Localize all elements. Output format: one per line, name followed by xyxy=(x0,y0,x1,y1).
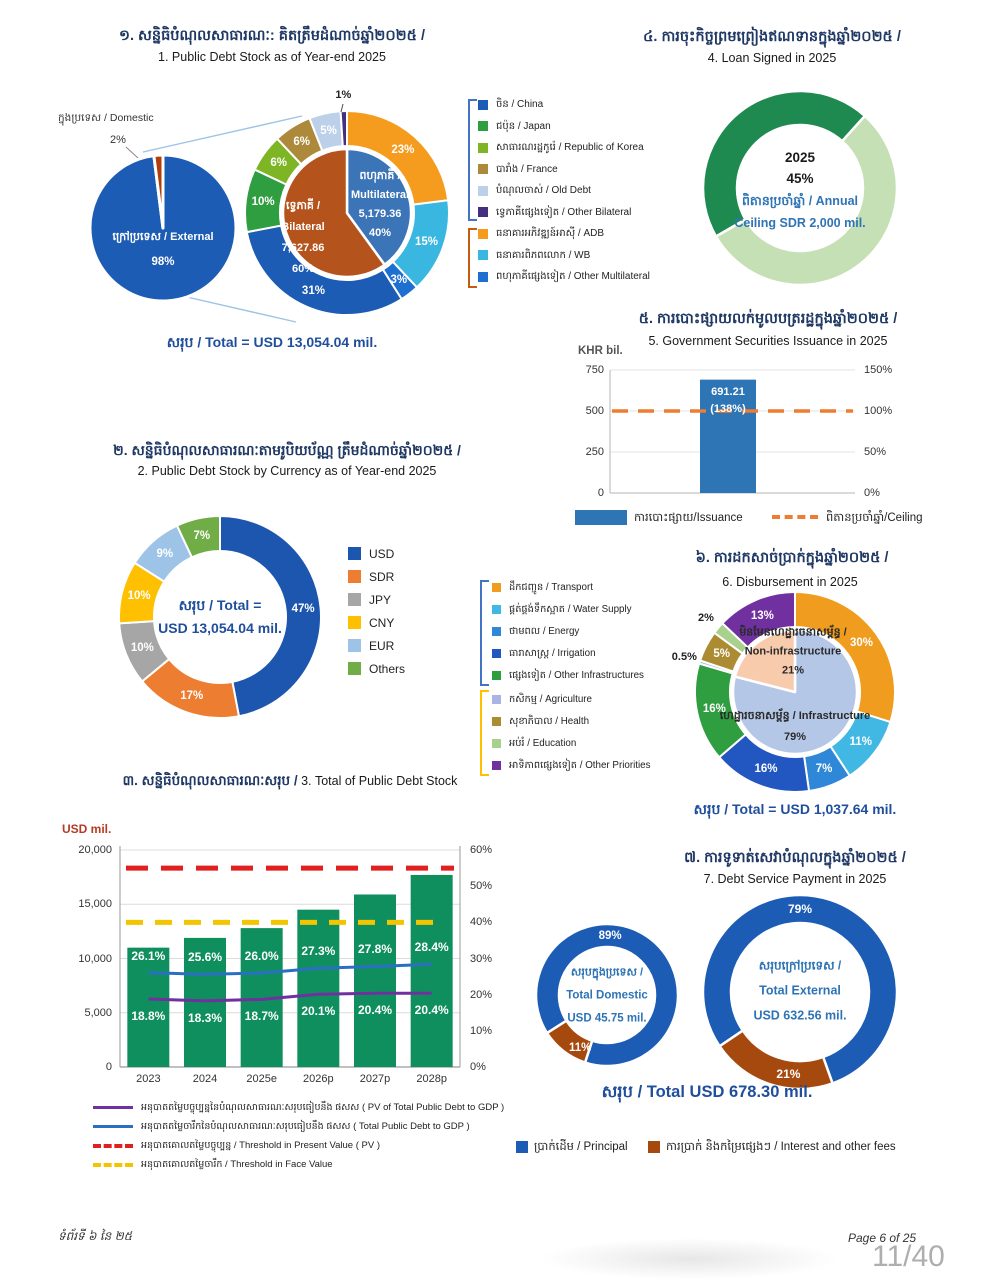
legend-label: ថាមពល / Energy xyxy=(509,625,580,637)
face-value-pct-label: 26.0% xyxy=(244,948,279,963)
legend-swatch xyxy=(492,627,501,636)
chart5-y-tick: 500 xyxy=(585,405,604,417)
legend-item xyxy=(492,732,651,754)
legend-item xyxy=(478,202,650,224)
multilateral-line: ពហុភាគី / xyxy=(359,170,401,182)
legend-swatch xyxy=(348,639,361,652)
legend-label: អនុបាតតម្លៃចារឹកនៃបំណុលសាធារណៈសរុបធៀបនឹង ផសស ( Total Public Debt to GDP ) xyxy=(141,1120,470,1132)
legend-item xyxy=(348,588,405,611)
other-bilateral-label: 1% xyxy=(335,89,352,102)
chart1-domestic-label: ក្នុងប្រទេស / Domestic xyxy=(58,112,154,124)
other-multilateral-label: 3% xyxy=(390,273,408,286)
legend-item xyxy=(348,542,405,565)
chart3-x-tick: 2024 xyxy=(192,1073,218,1085)
face-value-pct-label: 27.3% xyxy=(301,944,336,959)
face-value-pct-label: 25.6% xyxy=(187,950,223,965)
chart5-pct-tick: 100% xyxy=(864,405,893,417)
legend-label: ធារាសាស្ត្រ / Irrigation xyxy=(509,647,596,659)
legend-swatch xyxy=(348,616,361,629)
bilateral-line: ទ្វេភាគី / xyxy=(285,200,321,212)
chart7-total: សរុប / Total USD 678.30 mil. xyxy=(601,1083,813,1101)
ceiling-legend-label: ពិតានប្រចាំឆ្នាំ/Ceiling xyxy=(826,512,923,524)
legend-label: អនុបាតគោលតម្លៃចារឹក / Threshold in Face Value xyxy=(141,1158,333,1170)
chart5-y-tick: 0 xyxy=(597,487,604,499)
legend-swatch xyxy=(348,593,361,606)
legend-item xyxy=(492,598,644,620)
wb-label: 15% xyxy=(414,235,439,248)
legend-item xyxy=(492,664,644,686)
chart1-title-english: 1. Public Debt Stock as of Year-end 2025 xyxy=(158,50,386,64)
france-label: 6% xyxy=(293,135,311,148)
chart2-title-khmer: ២. សន្និធិបំណុលសាធារណៈតាមរូបិយប័ណ្ណ ត្រឹមដំណាច់ឆ្នាំ២០២៥ / xyxy=(113,442,461,458)
legend-swatch xyxy=(93,1106,133,1109)
interest-fees-label: 21% xyxy=(776,1067,801,1082)
chart3-pct-tick: 20% xyxy=(470,988,493,1001)
chart5-y-tick: 750 xyxy=(585,364,604,376)
legend-item xyxy=(93,1098,504,1117)
interest-legend-swatch xyxy=(648,1141,660,1153)
korea-label: 6% xyxy=(270,157,287,170)
legend-label: បំណុលចាស់ / Old Debt xyxy=(496,185,591,197)
legend-item xyxy=(478,266,650,288)
legend-label: សុខាភិបាល / Health xyxy=(509,715,590,727)
legend-swatch xyxy=(93,1163,133,1167)
chart2-total-line1: សរុប / Total = xyxy=(178,597,262,613)
chart6-title-khmer: ៦. ការដកសាច់ប្រាក់ក្នុងឆ្នាំ២០២៥ / xyxy=(695,550,889,566)
bilateral-line: 7,627.86 xyxy=(281,242,325,254)
legend-item xyxy=(492,576,644,598)
legend-swatch xyxy=(93,1144,133,1148)
others-label: 7% xyxy=(193,529,211,542)
external-center-line: Total External xyxy=(759,983,841,998)
pv-pct-label: 20.4% xyxy=(357,1003,393,1018)
chart3-title xyxy=(123,772,458,792)
chart1-external-label: ក្រៅប្រទេស / External xyxy=(112,231,214,243)
chart5-y-axis-unit: KHR bil. xyxy=(578,345,623,357)
chart3-x-tick: 2026p xyxy=(303,1073,334,1085)
interest-fees-label: 11% xyxy=(569,1041,592,1054)
pv-pct-label: 18.3% xyxy=(187,1010,223,1025)
water-supply-label: 11% xyxy=(849,735,872,748)
multilateral-line: Multilateral xyxy=(350,189,410,201)
chart3-pct-tick: 60% xyxy=(470,844,493,856)
principal-label: 89% xyxy=(598,930,622,943)
legend-swatch xyxy=(478,143,488,153)
chart1-legend xyxy=(478,94,650,288)
legend-item xyxy=(478,159,650,181)
chart3-pct-tick: 50% xyxy=(470,880,493,893)
chart5-pct-tick: 0% xyxy=(864,487,880,499)
legend-item xyxy=(492,620,644,642)
chart3-y-tick: 10,000 xyxy=(78,952,112,965)
chart3-x-tick: 2027p xyxy=(359,1073,391,1085)
legend-label: JPY xyxy=(369,592,392,607)
legend-item xyxy=(492,688,651,710)
chart4-center-text xyxy=(734,147,865,233)
non-infrastructure-group-bracket xyxy=(480,690,489,776)
external-center-line: សរុបក្រៅប្រទេស / xyxy=(758,958,842,973)
chart4-annual-line: ពិតានប្រចាំឆ្នាំ / Annual xyxy=(741,194,859,208)
energy-label: 7% xyxy=(815,763,833,776)
legend-swatch xyxy=(478,250,488,260)
legend-item xyxy=(93,1117,504,1136)
legend-label: អនុបាតគោលតម្លៃបច្ចុប្បន្ន / Threshold in Present Value ( PV ) xyxy=(141,1139,380,1151)
cny-label: 10% xyxy=(127,590,151,603)
legend-swatch xyxy=(478,164,488,174)
adb-label: 23% xyxy=(391,143,415,156)
infra-line: ហេដ្ឋារចនាសម្ព័ន្ធ / Infrastructure xyxy=(719,710,871,722)
non-infra-line: Non-infrastructure xyxy=(744,645,842,658)
infrastructure-group-bracket xyxy=(480,580,489,686)
chart3-y-axis-unit: USD mil. xyxy=(62,822,112,836)
chart6-title-english: 6. Disbursement in 2025 xyxy=(722,575,858,589)
other-infrastructures-label: 16% xyxy=(702,703,726,716)
legend-item xyxy=(492,710,651,732)
bilateral-line: 60% xyxy=(291,263,315,275)
health-label: 5% xyxy=(713,648,730,661)
principal-legend-swatch xyxy=(516,1141,528,1153)
legend-label: ដឹកជញ្ជូន / Transport xyxy=(509,581,593,593)
chart4-title-english: 4. Loan Signed in 2025 xyxy=(707,51,837,65)
chart4-pct: 45% xyxy=(786,171,814,186)
japan-label: 10% xyxy=(251,196,275,209)
chart5-title-khmer: ៥. ការបោះផ្សាយលក់មូលបត្ររដ្ឋក្នុងឆ្នាំ២០២៥ / xyxy=(638,311,898,327)
old-debt-label: 5% xyxy=(320,124,337,137)
legend-swatch xyxy=(348,547,361,560)
legend-item xyxy=(478,223,650,245)
legend-label: Others xyxy=(369,661,406,676)
chart5-pct-tick: 150% xyxy=(864,364,893,376)
legend-label: ចិន / China xyxy=(496,99,544,111)
legend-label: ទ្វេភាគីផ្សេងទៀត / Other Bilateral xyxy=(496,206,632,218)
legend-item xyxy=(492,642,644,664)
legend-swatch xyxy=(492,583,501,592)
legend-swatch xyxy=(492,761,501,770)
legend-swatch xyxy=(492,605,501,614)
domestic-center-line: Total Domestic xyxy=(566,989,648,1002)
legend-swatch xyxy=(492,739,501,748)
legend-label: ផ្គត់ផ្គង់ទឹកស្អាត / Water Supply xyxy=(509,603,632,615)
legend-label: អាទិភាពផ្សេងទៀត / Other Priorities xyxy=(509,759,651,771)
agriculture-label: 0.5% xyxy=(671,651,697,664)
chart7-external-center xyxy=(753,954,846,1029)
chart5-pct-tick: 50% xyxy=(864,446,887,458)
multilateral-line: 40% xyxy=(368,227,392,239)
chart6-infra-text xyxy=(720,706,871,748)
chart7-title-english: 7. Debt Service Payment in 2025 xyxy=(703,872,887,886)
legend-swatch xyxy=(492,695,501,704)
chart7-domestic-center xyxy=(566,962,648,1031)
chart3-x-tick: 2028p xyxy=(416,1073,447,1085)
principal-label: 79% xyxy=(787,902,813,916)
legend-swatch xyxy=(478,121,488,131)
external-center-line: USD 632.56 mil. xyxy=(753,1008,847,1023)
bilateral-line: Bilateral xyxy=(281,221,325,233)
chart1-domestic-pct: 2% xyxy=(110,134,126,146)
legend-label: អនុបាតតម្លៃបច្ចុប្បន្ននៃបំណុលសាធារណៈសរុបធៀបនឹង ផសស ( PV of Total Public Debt to GDP ) xyxy=(141,1101,505,1113)
transport-label: 30% xyxy=(850,637,874,650)
chart6-total: សរុប / Total = USD 1,037.64 mil. xyxy=(693,801,897,817)
pv-pct-label: 18.8% xyxy=(131,1009,166,1023)
chart3-y-tick: 20,000 xyxy=(78,844,112,856)
chart1-external-pct: 98% xyxy=(151,256,175,268)
chart2-title-english: 2. Public Debt Stock by Currency as of Year-end 2025 xyxy=(137,464,437,478)
jpy-label: 10% xyxy=(130,641,154,654)
irrigation-label: 16% xyxy=(754,763,778,776)
chart6-legend-infrastructure xyxy=(492,576,644,686)
chart1-bilateral-text xyxy=(281,196,324,280)
eur-label: 9% xyxy=(156,548,174,561)
legend-swatch xyxy=(478,100,488,110)
bilateral-group-bracket xyxy=(468,99,477,221)
legend-swatch xyxy=(492,717,501,726)
infra-line: 79% xyxy=(783,731,807,743)
pv-pct-label: 18.7% xyxy=(244,1009,279,1024)
chart6-legend-non-infrastructure xyxy=(492,688,651,776)
chart1-total: សរុប / Total = USD 13,054.04 mil. xyxy=(166,334,378,350)
issuance-legend-label: ការបោះផ្សាយ/Issuance xyxy=(634,512,743,524)
ceiling-legend-swatch xyxy=(772,515,818,519)
legend-label: សាធារណរដ្ឋកូរ៉េ / Republic of Korea xyxy=(496,142,644,154)
education-label: 2% xyxy=(697,611,714,624)
chart1-multilateral-text xyxy=(351,167,409,243)
legend-swatch xyxy=(492,671,501,680)
face-value-pct-label: 27.8% xyxy=(357,942,393,957)
legend-item xyxy=(478,94,650,116)
legend-item xyxy=(478,180,650,202)
legend-item xyxy=(478,245,650,267)
multilateral-line: 5,179.36 xyxy=(358,208,402,220)
legend-label: USD xyxy=(369,546,395,561)
chart2-total-line2: USD 13,054.04 mil. xyxy=(158,620,282,636)
legend-item xyxy=(492,754,651,776)
chart3-pct-tick: 0% xyxy=(470,1061,486,1073)
chart5-title-english: 5. Government Securities Issuance in 2025 xyxy=(648,334,888,348)
legend-label: អប់រំ / Education xyxy=(509,737,577,749)
footer-page-number-khmer: ទំព័រទី ៦ នៃ ២៥ xyxy=(58,1229,133,1243)
china-label: 31% xyxy=(301,284,325,297)
legend-label: EUR xyxy=(369,638,395,653)
legend-label: ផ្សេងទៀត / Other Infrastructures xyxy=(509,669,644,681)
chart7-title-khmer: ៧. ការទូទាត់សេវាបំណុលក្នុងឆ្នាំ២០២៥ / xyxy=(684,850,906,866)
usd-label: 47% xyxy=(291,603,315,616)
chart3-y-tick: 5,000 xyxy=(84,1006,112,1019)
legend-item xyxy=(93,1136,504,1155)
interest-legend-label: ការប្រាក់ និងកម្រៃផ្សេងៗ / Interest and other fees xyxy=(666,1141,896,1153)
chart3-title-khmer: ៣. សន្និធិបំណុលសាធារណៈសរុប / xyxy=(122,773,298,788)
chart3-y-tick: 0 xyxy=(105,1061,112,1073)
legend-swatch xyxy=(478,229,488,239)
chart6-non-infra-text xyxy=(739,624,846,681)
chart3-pct-tick: 40% xyxy=(470,916,493,929)
legend-label: ពហុភាគីផ្សេងទៀត / Other Multilateral xyxy=(496,271,650,283)
non-infra-line: មិនមែនហេដ្ឋារចនាសម្ព័ន្ធ / xyxy=(739,626,847,639)
chart5-bar-value: 691.21 xyxy=(711,386,745,398)
legend-label: CNY xyxy=(369,615,395,630)
legend-swatch xyxy=(492,649,501,658)
face-value-pct-label: 26.1% xyxy=(131,948,166,963)
domestic-center-line: USD 45.75 mil. xyxy=(567,1012,647,1025)
domestic-center-line: សរុបក្នុងប្រទេស / xyxy=(570,966,644,979)
chart2-center-text xyxy=(158,594,282,640)
pv-pct-label: 20.1% xyxy=(301,1004,336,1019)
footer-page-number: Page 6 of 25 xyxy=(848,1231,917,1245)
chart4-title-khmer: ៤. ការចុះកិច្ចព្រមព្រៀងឥណទានក្នុងឆ្នាំ២០២៥ / xyxy=(643,29,901,45)
chart3-y-tick: 15,000 xyxy=(78,898,112,911)
legend-swatch xyxy=(93,1125,133,1128)
multilateral-group-bracket xyxy=(468,228,477,288)
chart3-title-english: 3. Total of Public Debt Stock xyxy=(297,774,458,788)
legend-item xyxy=(348,657,405,680)
legend-swatch xyxy=(478,207,488,217)
legend-swatch xyxy=(478,186,488,196)
legend-swatch xyxy=(348,662,361,675)
chart5-y-tick: 250 xyxy=(585,446,604,458)
chart5-bar-pct: (138%) xyxy=(710,403,746,415)
other-priorities-label: 13% xyxy=(750,610,774,623)
legend-label: កសិកម្ម / Agriculture xyxy=(509,693,592,705)
chart1-title-khmer: ១. សន្និធិបំណុលសាធារណៈ: គិតត្រឹមដំណាច់ឆ្នាំ២០២៥ / xyxy=(119,28,425,44)
non-infra-line: 21% xyxy=(781,664,805,677)
legend-label: ជប៉ុន / Japan xyxy=(496,120,551,132)
legend-item xyxy=(348,634,405,657)
pv-pct-label: 20.4% xyxy=(414,1003,449,1018)
legend-item xyxy=(348,611,405,634)
legend-swatch xyxy=(478,272,488,282)
viewer-overlay-shadow xyxy=(540,1238,840,1280)
legend-label: ធនាគារពិភពលោក / WB xyxy=(496,249,591,261)
legend-item xyxy=(348,565,405,588)
legend-item xyxy=(478,116,650,138)
legend-swatch xyxy=(348,570,361,583)
chart3-x-tick: 2023 xyxy=(136,1073,161,1085)
issuance-legend-swatch xyxy=(575,510,627,525)
chart3-pct-tick: 10% xyxy=(470,1024,493,1037)
chart3-x-tick: 2025e xyxy=(246,1073,277,1085)
legend-label: បារាំង / France xyxy=(496,163,558,175)
legend-label: SDR xyxy=(369,569,395,584)
sdr-label: 17% xyxy=(180,689,204,702)
legend-item xyxy=(478,137,650,159)
chart4-ceiling-line: Ceiling SDR 2,000 mil. xyxy=(734,216,866,230)
chart3-legend xyxy=(93,1098,504,1174)
legend-item xyxy=(93,1155,504,1174)
chart2-legend xyxy=(348,542,405,680)
legend-label: ធនាគារអភិវឌ្ឍន៍អាស៊ី / ADB xyxy=(496,228,605,240)
principal-legend-label: ប្រាក់ដើម / Principal xyxy=(534,1141,628,1153)
chart3-pct-tick: 30% xyxy=(470,952,493,965)
face-value-pct-label: 28.4% xyxy=(414,940,449,955)
viewer-page-indicator: 11/40 xyxy=(872,1240,945,1273)
chart4-year: 2025 xyxy=(784,150,816,165)
